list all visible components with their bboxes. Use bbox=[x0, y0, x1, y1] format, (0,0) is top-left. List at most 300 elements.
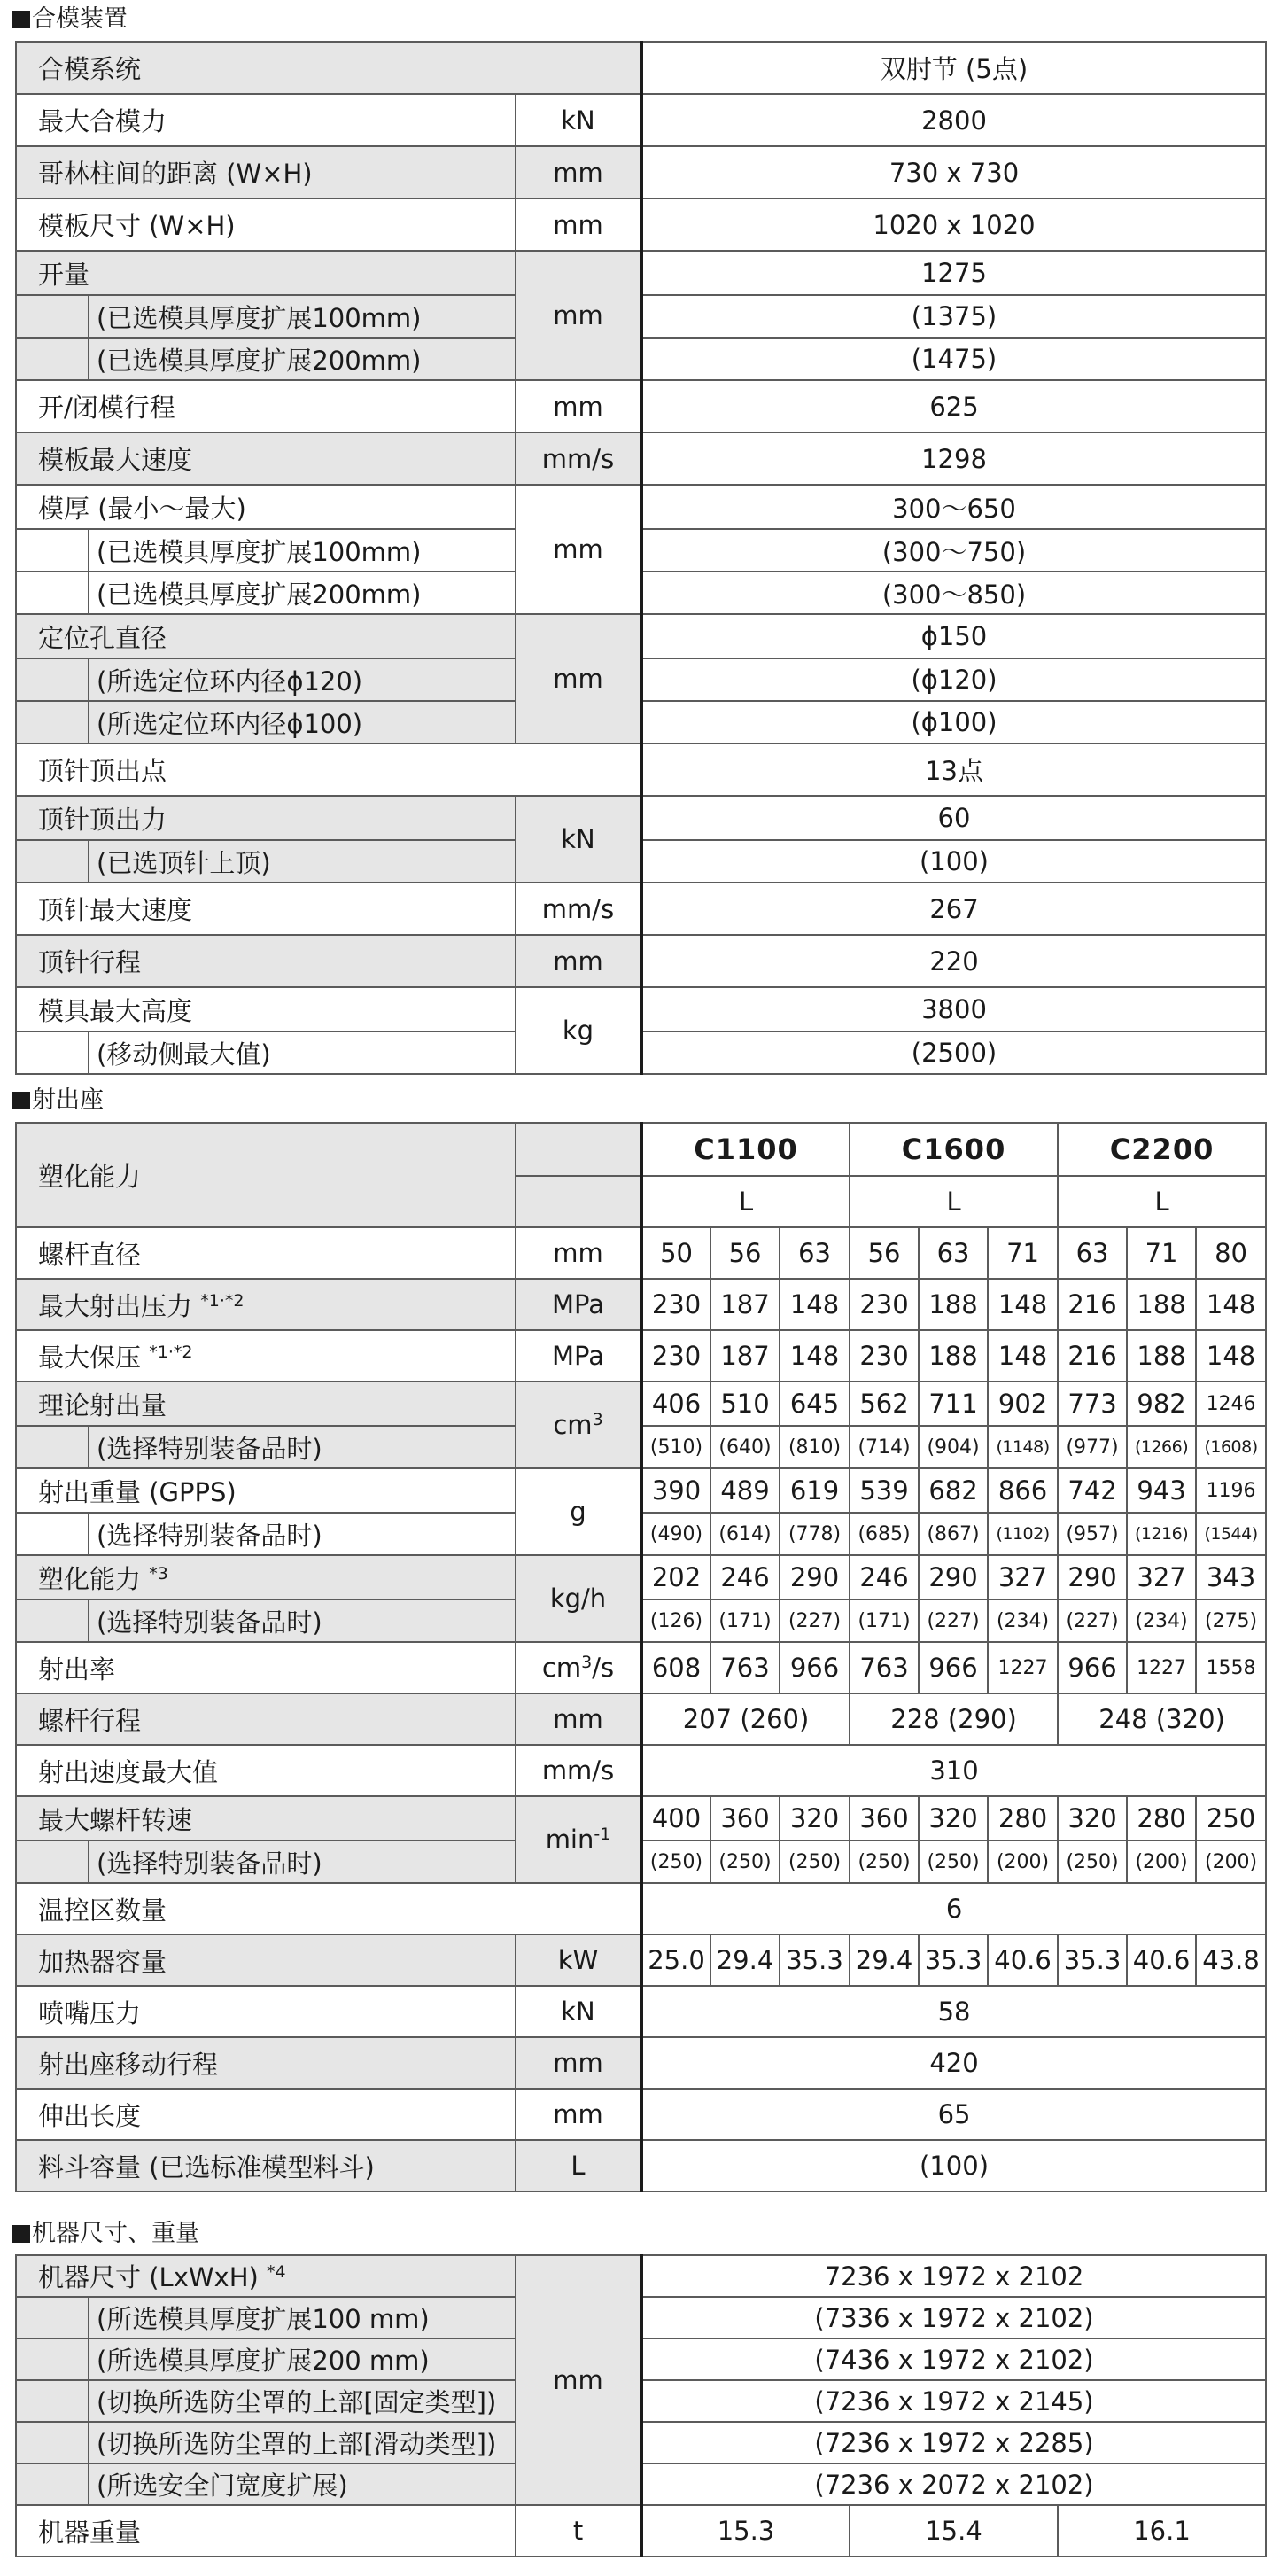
table-row bbox=[16, 1426, 1266, 1468]
value-cell: (250) bbox=[710, 1841, 780, 1883]
table-row bbox=[16, 1468, 1266, 1513]
value-cell: 763 bbox=[850, 1642, 919, 1693]
model-c2200: C2200 bbox=[1058, 1123, 1266, 1176]
max-inj-speed-label: 射出速度最大值 bbox=[16, 1745, 516, 1796]
sub-label: (选择特别装备品时) bbox=[89, 1599, 516, 1642]
value-cell: 35.3 bbox=[919, 1934, 988, 1986]
value-cell: 400 bbox=[641, 1796, 710, 1841]
value-cell: 343 bbox=[1196, 1555, 1266, 1599]
value-cell: 148 bbox=[1196, 1279, 1266, 1330]
value-cell: 188 bbox=[919, 1279, 988, 1330]
value-cell: 188 bbox=[919, 1330, 988, 1381]
value-cell: 29.4 bbox=[850, 1934, 919, 1986]
table-row bbox=[16, 338, 1266, 380]
section-title-injection: 射出座 bbox=[12, 1083, 104, 1118]
value-cell: (1375) bbox=[641, 295, 1266, 338]
value-cell: 300〜650 bbox=[641, 485, 1266, 529]
unit-cell: kW bbox=[516, 1934, 641, 1986]
indent-cell bbox=[16, 840, 89, 883]
value-cell: (126) bbox=[641, 1599, 710, 1642]
value-cell: 1275 bbox=[641, 251, 1266, 295]
footnote-mark: *1·*2 bbox=[149, 1342, 193, 1362]
sub-label: (所选安全门宽度扩展) bbox=[89, 2463, 516, 2505]
value-cell: (275) bbox=[1196, 1599, 1266, 1642]
table-row bbox=[16, 2297, 1266, 2339]
value-cell: 290 bbox=[780, 1555, 850, 1599]
value-cell: 390 bbox=[641, 1468, 710, 1513]
clamp-system-label: 合模系统 bbox=[16, 42, 641, 94]
table-row bbox=[16, 1642, 1266, 1693]
table-row bbox=[16, 2339, 1266, 2380]
value-cell: 310 bbox=[641, 1745, 1266, 1796]
value-cell: 71 bbox=[988, 1227, 1058, 1279]
unit-cell: mm bbox=[516, 485, 641, 614]
value-cell: (614) bbox=[710, 1513, 780, 1555]
value-cell: 187 bbox=[710, 1279, 780, 1330]
value-cell: 35.3 bbox=[780, 1934, 850, 1986]
value-cell: 1558 bbox=[1196, 1642, 1266, 1693]
table-row bbox=[16, 1381, 1266, 1426]
footnote-mark: *4 bbox=[267, 2262, 286, 2282]
clamping-table bbox=[15, 41, 1267, 1075]
value-cell: 966 bbox=[1058, 1642, 1127, 1693]
max-hold-pressure-label: 最大保压 $^{*1\cdot*2}$ bbox=[16, 1330, 516, 1381]
machine-weight-label: 机器重量 bbox=[16, 2505, 516, 2557]
value-cell: 290 bbox=[1058, 1555, 1127, 1599]
value-cell: (300〜750) bbox=[641, 529, 1266, 572]
value-cell: 207 (260) bbox=[641, 1693, 850, 1745]
value-cell: 866 bbox=[988, 1468, 1058, 1513]
indent-cell bbox=[16, 1599, 89, 1642]
value-cell: 29.4 bbox=[710, 1934, 780, 1986]
nozzle-protrusion-label: 伸出长度 bbox=[16, 2089, 516, 2140]
value-cell: (1102) bbox=[988, 1513, 1058, 1555]
value-cell: 1246 bbox=[1196, 1381, 1266, 1426]
model-c1600: C1600 bbox=[850, 1123, 1058, 1176]
value-cell: 148 bbox=[988, 1330, 1058, 1381]
table-row bbox=[16, 1883, 1266, 1934]
unit-header bbox=[516, 1123, 641, 1176]
value-cell: 15.4 bbox=[850, 2505, 1058, 2557]
value-cell: 63 bbox=[919, 1227, 988, 1279]
value-cell: (234) bbox=[1127, 1599, 1196, 1642]
table-row bbox=[16, 380, 1266, 432]
value-cell: 290 bbox=[919, 1555, 988, 1599]
locating-ring-label: 定位孔直径 bbox=[16, 614, 516, 658]
table-row bbox=[16, 1123, 1266, 1176]
value-cell: (7236 x 1972 x 2145) bbox=[641, 2380, 1266, 2422]
unit-cell: mm bbox=[516, 1693, 641, 1745]
table-row bbox=[16, 987, 1266, 1031]
value-cell: 40.6 bbox=[1127, 1934, 1196, 1986]
table-row bbox=[16, 1227, 1266, 1279]
indent-cell bbox=[16, 2339, 89, 2380]
table-row bbox=[16, 1745, 1266, 1796]
unit-cell: t bbox=[516, 2505, 641, 2557]
max-platen-speed-label: 模板最大速度 bbox=[16, 432, 516, 485]
value-cell: 267 bbox=[641, 883, 1266, 935]
indent-cell bbox=[16, 295, 89, 338]
value-cell: 1227 bbox=[1127, 1642, 1196, 1693]
value-cell: 711 bbox=[919, 1381, 988, 1426]
indent-cell bbox=[16, 572, 89, 614]
table-row bbox=[16, 2140, 1266, 2191]
value-cell: 320 bbox=[919, 1796, 988, 1841]
value-cell: 3800 bbox=[641, 987, 1266, 1031]
table-row bbox=[16, 614, 1266, 658]
table-row bbox=[16, 796, 1266, 840]
ejector-stroke-label: 顶针行程 bbox=[16, 935, 516, 987]
table-row bbox=[16, 572, 1266, 614]
unit-cell: mm bbox=[516, 251, 641, 380]
value-cell: 489 bbox=[710, 1468, 780, 1513]
value-cell: (250) bbox=[1058, 1841, 1127, 1883]
value-cell: 148 bbox=[780, 1279, 850, 1330]
dimensions-table bbox=[15, 2254, 1267, 2557]
footnote-mark: *3 bbox=[149, 1563, 168, 1584]
value-cell: 56 bbox=[710, 1227, 780, 1279]
value-cell: 148 bbox=[780, 1330, 850, 1381]
value-cell: (200) bbox=[1196, 1841, 1266, 1883]
table-row bbox=[16, 1599, 1266, 1642]
value-cell: 562 bbox=[850, 1381, 919, 1426]
sub-label: (选择特别装备品时) bbox=[89, 1513, 516, 1555]
heater-capacity-label: 加热器容量 bbox=[16, 1934, 516, 1986]
value-cell: 360 bbox=[850, 1796, 919, 1841]
value-cell: (7336 x 1972 x 2102) bbox=[641, 2297, 1266, 2339]
indent-cell bbox=[16, 2380, 89, 2422]
plasticizing-header: 塑化能力 bbox=[16, 1123, 516, 1227]
value-cell: 510 bbox=[710, 1381, 780, 1426]
unit-cell: mm bbox=[516, 198, 641, 251]
value-cell: 148 bbox=[1196, 1330, 1266, 1381]
table-row bbox=[16, 2422, 1266, 2463]
value-cell: 246 bbox=[850, 1555, 919, 1599]
indent-cell bbox=[16, 1513, 89, 1555]
unit-cell: $cm^3/s$ bbox=[516, 1642, 641, 1693]
unit-cell: mm/s bbox=[516, 432, 641, 485]
table-row bbox=[16, 1279, 1266, 1330]
sub-label: (所选模具厚度扩展100 mm) bbox=[89, 2297, 516, 2339]
value-cell: 148 bbox=[988, 1279, 1058, 1330]
table-row bbox=[16, 743, 1266, 796]
unit-header bbox=[516, 1176, 641, 1227]
value-cell: 966 bbox=[780, 1642, 850, 1693]
value-cell: (7436 x 1972 x 2102) bbox=[641, 2339, 1266, 2380]
value-cell: (250) bbox=[780, 1841, 850, 1883]
sub-label: (已选模具厚度扩展200mm) bbox=[89, 338, 516, 380]
unit-cell: mm bbox=[516, 146, 641, 198]
table-row bbox=[16, 1841, 1266, 1883]
table-row bbox=[16, 840, 1266, 883]
mold-thickness-label: 模厚 (最小〜最大) bbox=[16, 485, 516, 529]
value-cell: (300〜850) bbox=[641, 572, 1266, 614]
value-cell: 406 bbox=[641, 1381, 710, 1426]
section-title-dimensions: 机器尺寸、重量 bbox=[12, 2216, 199, 2252]
unit-cell: $cm^3$ bbox=[516, 1381, 641, 1468]
unit-cell: mm bbox=[516, 1227, 641, 1279]
nozzle-force-label: 喷嘴压力 bbox=[16, 1986, 516, 2037]
sub-label: (所选定位环内径ϕ100) bbox=[89, 701, 516, 743]
value-cell: 7236 x 1972 x 2102 bbox=[641, 2255, 1266, 2297]
value-cell: (100) bbox=[641, 840, 1266, 883]
value-cell: 773 bbox=[1058, 1381, 1127, 1426]
sub-label: (选择特别装备品时) bbox=[89, 1841, 516, 1883]
value-cell: (200) bbox=[988, 1841, 1058, 1883]
table-row bbox=[16, 1934, 1266, 1986]
value-cell: 40.6 bbox=[988, 1934, 1058, 1986]
value-cell: 420 bbox=[641, 2037, 1266, 2089]
value-cell: 539 bbox=[850, 1468, 919, 1513]
unit-cell: MPa bbox=[516, 1330, 641, 1381]
table-row bbox=[16, 701, 1266, 743]
value-cell: 56 bbox=[850, 1227, 919, 1279]
value-cell: 246 bbox=[710, 1555, 780, 1599]
value-cell: 188 bbox=[1127, 1279, 1196, 1330]
value-cell: 220 bbox=[641, 935, 1266, 987]
unit-cell: $\min^{-1}$ bbox=[516, 1796, 641, 1883]
square-bullet-icon bbox=[12, 2225, 30, 2243]
unit-cell: mm/s bbox=[516, 883, 641, 935]
table-row bbox=[16, 432, 1266, 485]
unit-cell: mm bbox=[516, 935, 641, 987]
indent-cell bbox=[16, 1031, 89, 1074]
plasticizing-label: 塑化能力 $^{*3}$ bbox=[16, 1555, 516, 1599]
section-title-clamping: 合模装置 bbox=[12, 2, 128, 37]
max-mold-weight-label: 模具最大高度 bbox=[16, 987, 516, 1031]
indent-cell bbox=[16, 2297, 89, 2339]
footnote-mark: *1·*2 bbox=[200, 1290, 245, 1311]
table-row bbox=[16, 2380, 1266, 2422]
value-cell: 188 bbox=[1127, 1330, 1196, 1381]
value-cell: 15.3 bbox=[641, 2505, 850, 2557]
value-cell: 730 x 730 bbox=[641, 146, 1266, 198]
value-cell: 982 bbox=[1127, 1381, 1196, 1426]
table-row bbox=[16, 1031, 1266, 1074]
unit-cell: g bbox=[516, 1468, 641, 1555]
indent-cell bbox=[16, 658, 89, 701]
unit-cell: kg bbox=[516, 987, 641, 1074]
table-row bbox=[16, 251, 1266, 295]
value-cell: 327 bbox=[988, 1555, 1058, 1599]
value-cell: 63 bbox=[780, 1227, 850, 1279]
unit-cell: kN bbox=[516, 796, 641, 883]
sub-label: (切换所选防尘罩的上部[固定类型]) bbox=[89, 2380, 516, 2422]
value-cell: (200) bbox=[1127, 1841, 1196, 1883]
screw-dia-label: 螺杆直径 bbox=[16, 1227, 516, 1279]
value-cell: (227) bbox=[919, 1599, 988, 1642]
value-cell: 1298 bbox=[641, 432, 1266, 485]
value-cell: ϕ150 bbox=[641, 614, 1266, 658]
clamp-system-value: 双肘节 (5点) bbox=[641, 42, 1266, 94]
value-cell: 228 (290) bbox=[850, 1693, 1058, 1745]
opening-label: 开量 bbox=[16, 251, 516, 295]
ejector-points-label: 顶针顶出点 bbox=[16, 743, 641, 796]
indent-cell bbox=[16, 701, 89, 743]
value-cell: (1148) bbox=[988, 1426, 1058, 1468]
value-cell: 625 bbox=[641, 380, 1266, 432]
carriage-stroke-label: 射出座移动行程 bbox=[16, 2037, 516, 2089]
value-cell: 202 bbox=[641, 1555, 710, 1599]
value-cell: 230 bbox=[850, 1330, 919, 1381]
value-cell: 902 bbox=[988, 1381, 1058, 1426]
value-cell: 60 bbox=[641, 796, 1266, 840]
unit-cell: mm bbox=[516, 380, 641, 432]
max-screw-rpm-label: 最大螺杆转速 bbox=[16, 1796, 516, 1841]
table-row bbox=[16, 94, 1266, 146]
table-row bbox=[16, 1513, 1266, 1555]
value-cell: 216 bbox=[1058, 1279, 1127, 1330]
value-cell: 320 bbox=[1058, 1796, 1127, 1841]
unit-cell: mm bbox=[516, 2089, 641, 2140]
value-cell: (171) bbox=[710, 1599, 780, 1642]
model-c1100: C1100 bbox=[641, 1123, 850, 1176]
value-cell: (171) bbox=[850, 1599, 919, 1642]
value-cell: 71 bbox=[1127, 1227, 1196, 1279]
table-row bbox=[16, 1986, 1266, 2037]
value-cell: 230 bbox=[850, 1279, 919, 1330]
hopper-label: 料斗容量 (已选标准模型料斗) bbox=[16, 2140, 516, 2191]
table-row bbox=[16, 2089, 1266, 2140]
value-cell: 250 bbox=[1196, 1796, 1266, 1841]
value-cell: 327 bbox=[1127, 1555, 1196, 1599]
square-bullet-icon bbox=[12, 1092, 30, 1109]
ejector-force-label: 顶针顶出力 bbox=[16, 796, 516, 840]
value-cell: 1227 bbox=[988, 1642, 1058, 1693]
value-cell: 360 bbox=[710, 1796, 780, 1841]
value-cell: (685) bbox=[850, 1513, 919, 1555]
platen-size-label: 模板尺寸 (W×H) bbox=[16, 198, 516, 251]
value-cell: 1196 bbox=[1196, 1468, 1266, 1513]
value-cell: (250) bbox=[850, 1841, 919, 1883]
machine-dims-label: 机器尺寸 (LxWxH) $^{*4}$ bbox=[16, 2255, 516, 2297]
table-row bbox=[16, 658, 1266, 701]
value-cell: 320 bbox=[780, 1796, 850, 1841]
value-cell: (810) bbox=[780, 1426, 850, 1468]
shot-weight-label: 射出重量 (GPPS) bbox=[16, 1468, 516, 1513]
value-cell: (7236 x 2072 x 2102) bbox=[641, 2463, 1266, 2505]
value-cell: 35.3 bbox=[1058, 1934, 1127, 1986]
value-cell: (957) bbox=[1058, 1513, 1127, 1555]
value-cell: (1475) bbox=[641, 338, 1266, 380]
value-cell: (250) bbox=[641, 1841, 710, 1883]
value-cell: (234) bbox=[988, 1599, 1058, 1642]
table-row bbox=[16, 2463, 1266, 2505]
value-cell: (2500) bbox=[641, 1031, 1266, 1074]
table-row bbox=[16, 1330, 1266, 1381]
unit-cell: MPa bbox=[516, 1279, 641, 1330]
value-cell: 943 bbox=[1127, 1468, 1196, 1513]
sub-label: (已选模具厚度扩展200mm) bbox=[89, 572, 516, 614]
value-cell: 645 bbox=[780, 1381, 850, 1426]
value-cell: 6 bbox=[641, 1883, 1266, 1934]
value-cell: 80 bbox=[1196, 1227, 1266, 1279]
sub-label: (已选顶针上顶) bbox=[89, 840, 516, 883]
value-cell: 230 bbox=[641, 1330, 710, 1381]
unit-cell: mm bbox=[516, 2037, 641, 2089]
value-cell: (1266) bbox=[1127, 1426, 1196, 1468]
screw-type: L bbox=[850, 1176, 1058, 1227]
value-cell: (904) bbox=[919, 1426, 988, 1468]
value-cell: 1020 x 1020 bbox=[641, 198, 1266, 251]
indent-cell bbox=[16, 2463, 89, 2505]
unit-cell: mm bbox=[516, 614, 641, 743]
value-cell: 682 bbox=[919, 1468, 988, 1513]
indent-cell bbox=[16, 338, 89, 380]
table-row bbox=[16, 935, 1266, 987]
screw-type: L bbox=[641, 1176, 850, 1227]
indent-cell bbox=[16, 2422, 89, 2463]
value-cell: 187 bbox=[710, 1330, 780, 1381]
sub-label: (切换所选防尘罩的上部[滑动类型]) bbox=[89, 2422, 516, 2463]
table-row bbox=[16, 2037, 1266, 2089]
table-row bbox=[16, 1555, 1266, 1599]
table-row bbox=[16, 883, 1266, 935]
value-cell: (7236 x 1972 x 2285) bbox=[641, 2422, 1266, 2463]
inj-rate-label: 射出率 bbox=[16, 1642, 516, 1693]
screw-type: L bbox=[1058, 1176, 1266, 1227]
sub-label: (所选模具厚度扩展200 mm) bbox=[89, 2339, 516, 2380]
unit-cell: kN bbox=[516, 1986, 641, 2037]
sub-label: (所选定位环内径ϕ120) bbox=[89, 658, 516, 701]
stroke-label: 开/闭模行程 bbox=[16, 380, 516, 432]
sub-label: (已选模具厚度扩展100mm) bbox=[89, 529, 516, 572]
value-cell: 50 bbox=[641, 1227, 710, 1279]
value-cell: 16.1 bbox=[1058, 2505, 1266, 2557]
value-cell: (867) bbox=[919, 1513, 988, 1555]
indent-cell bbox=[16, 1426, 89, 1468]
unit-cell: kg/h bbox=[516, 1555, 641, 1642]
value-cell: 43.8 bbox=[1196, 1934, 1266, 1986]
table-row bbox=[16, 1693, 1266, 1745]
sub-label: (选择特别装备品时) bbox=[89, 1426, 516, 1468]
table-row bbox=[16, 2255, 1266, 2297]
value-cell: 763 bbox=[710, 1642, 780, 1693]
value-cell: 13点 bbox=[641, 743, 1266, 796]
table-row bbox=[16, 198, 1266, 251]
value-cell: (714) bbox=[850, 1426, 919, 1468]
value-cell: 65 bbox=[641, 2089, 1266, 2140]
value-cell: (490) bbox=[641, 1513, 710, 1555]
table-row bbox=[16, 529, 1266, 572]
value-cell: 742 bbox=[1058, 1468, 1127, 1513]
table-row bbox=[16, 146, 1266, 198]
value-cell: (ϕ100) bbox=[641, 701, 1266, 743]
value-cell: (977) bbox=[1058, 1426, 1127, 1468]
value-cell: (ϕ120) bbox=[641, 658, 1266, 701]
value-cell: (1216) bbox=[1127, 1513, 1196, 1555]
value-cell: 25.0 bbox=[641, 1934, 710, 1986]
table-row bbox=[16, 2505, 1266, 2557]
value-cell: 2800 bbox=[641, 94, 1266, 146]
value-cell: (640) bbox=[710, 1426, 780, 1468]
max-clamp-force-label: 最大合模力 bbox=[16, 94, 516, 146]
value-cell: 280 bbox=[988, 1796, 1058, 1841]
value-cell: 63 bbox=[1058, 1227, 1127, 1279]
table-row bbox=[16, 485, 1266, 529]
indent-cell bbox=[16, 1841, 89, 1883]
value-cell: (100) bbox=[641, 2140, 1266, 2191]
value-cell: 608 bbox=[641, 1642, 710, 1693]
unit-cell: L bbox=[516, 2140, 641, 2191]
unit-cell: kN bbox=[516, 94, 641, 146]
value-cell: (250) bbox=[919, 1841, 988, 1883]
value-cell: 619 bbox=[780, 1468, 850, 1513]
max-inj-pressure-label: 最大射出压力 $^{*1\cdot*2}$ bbox=[16, 1279, 516, 1330]
injection-table bbox=[15, 1122, 1267, 2192]
sub-label: (移动侧最大值) bbox=[89, 1031, 516, 1074]
value-cell: 248 (320) bbox=[1058, 1693, 1266, 1745]
